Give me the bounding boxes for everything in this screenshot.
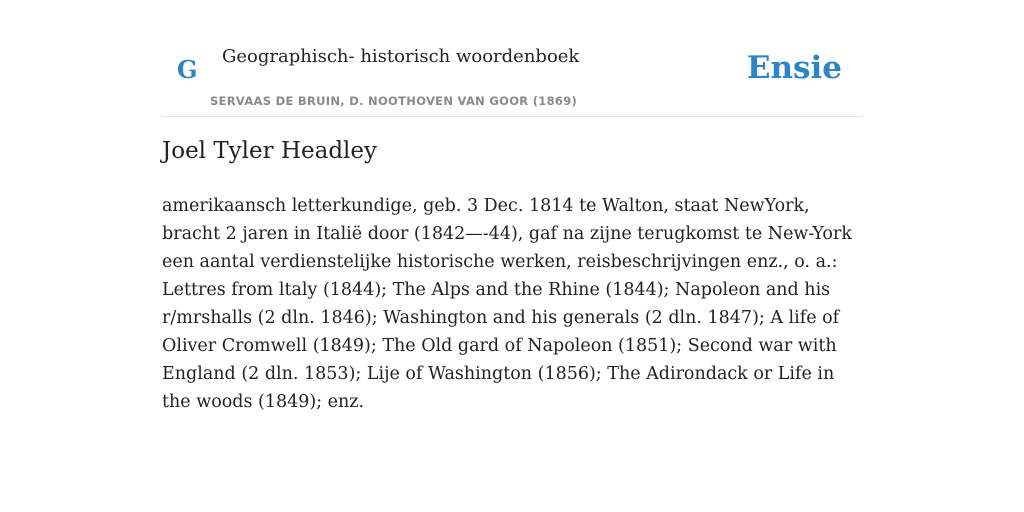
book-title: Geographisch- historisch woordenboek	[222, 46, 580, 67]
brand-logo[interactable]: Ensie	[746, 50, 842, 86]
letter-index-link[interactable]: G	[177, 55, 198, 84]
entry-title: Joel Tyler Headley	[162, 138, 378, 164]
book-authors: SERVAAS DE BRUIN, D. NOOTHOVEN VAN GOOR (1869)	[210, 94, 578, 108]
header	[162, 0, 862, 117]
entry-body: amerikaansch letterkundige, geb. 3 Dec. 1814 te Walton, staat NewYork, bracht 2 jaren in Italië door (1842—-44), gaf na zijne terugkomst te New-York een aantal verdienstelijke historische werken, reisbeschrijvingen enz., o. a.: Lettres from ltaly (1844); The Alps and the Rhine (1844); Napoleon and his r/mrshalls (2 dln. 1846); Washington and his generals (2 dln. 1847); A life of Oliver Cromwell (1849); The Old gard of Napoleon (1851); Second war with England (2 dln. 1853); Lije of Washington (1856); The Adirondack or Life in the woods (1849); enz.	[162, 196, 852, 412]
